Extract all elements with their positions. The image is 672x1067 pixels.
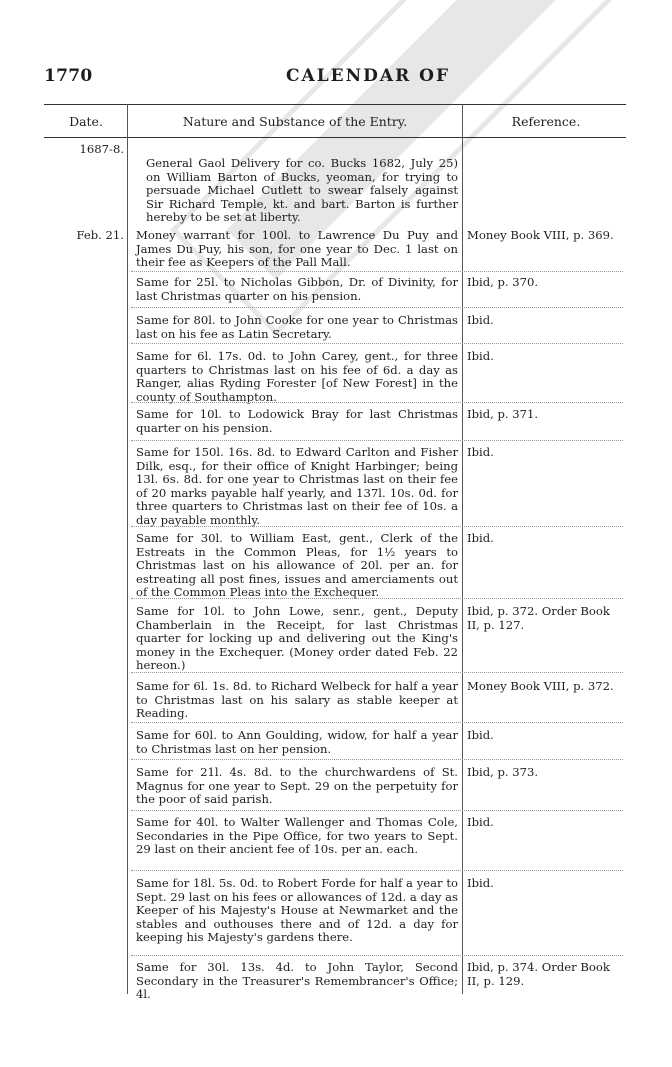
entry-date: 1687-8. [79,142,124,156]
entry-reference: Ibid. [467,313,494,327]
entry-text: Money warrant for 100l. to Lawrence Du Puy and James Du Puy, his son, for one year to Dec. 1 last on their fee as Keepers of the Pall Mall. [136,228,458,269]
page-number: 1770 [44,66,93,86]
entry-text: Same for 40l. to Walter Wallenger and Thomas Cole, Secondaries in the Pipe Office, for two years to Sept. 29 last on their ancient fee of 10s. per an. each. [136,815,458,856]
entry-text: Same for 18l. 5s. 0d. to Robert Forde for half a year to Sept. 29 last on his fees or allowances of 12d. a day as Keeper of his Majesty's House at Newmarket and the stables and outhouses there and of 12d. a day for keeping his Majesty's gardens there. [136,876,458,944]
entry-separator [131,343,623,344]
entry-text: Same for 30l. 13s. 4d. to John Taylor, Second Secondary in the Treasurer's Remembrancer's Office; 4l. [136,960,458,1001]
header-rule-top [44,104,626,105]
entry-reference: Ibid. [467,349,494,363]
header-rule-bottom [44,137,626,138]
entry-reference: Ibid, p. 372. Order Book II, p. 127. [467,604,610,632]
entry-separator [131,526,623,527]
entry-date: Feb. 21. [76,228,124,242]
column-divider-left [127,104,128,994]
entry-text: Same for 10l. to Lodowick Bray for last Christmas quarter on his pension. [136,407,458,435]
entry-reference: Ibid. [467,728,494,742]
entry-text: Same for 10l. to John Lowe, senr., gent., Deputy Chamberlain in the Receipt, for last Christmas quarter for locking up and delivering out the King's money in the Exchequer. (Money order dated Feb. 22 hereon.) [136,604,458,672]
entry-separator [131,672,623,673]
entry-text: Same for 30l. to William East, gent., Clerk of the Estreats in the Common Pleas, for 1½ years to Christmas last on his allowance of 20l. per an. for estreating all post fines, issues and amerciaments out of the Common Pleas into the Exchequer. [136,531,458,599]
entry-text: Same for 6l. 1s. 8d. to Richard Welbeck for half a year to Christmas last on his salary as stable keeper at Reading. [136,679,458,720]
column-divider-right [462,104,463,994]
entry-separator [131,307,623,308]
entry-text: General Gaol Delivery for co. Bucks 1682, July 25) on William Barton of Bucks, yeoman, for trying to persuade Michael Cutlett to swear falsely against Sir Richard Temple, kt. and bart. Barton is further hereby to be set at liberty. [146,156,458,224]
entry-text: Same for 60l. to Ann Goulding, widow, for half a year to Christmas last on her pension. [136,728,458,756]
entry-text: Same for 21l. 4s. 8d. to the churchwardens of St. Magnus for one year to Sept. 29 on the perpetuity for the poor of said parish. [136,765,458,806]
entry-separator [131,810,623,811]
entry-separator [131,955,623,956]
entry-reference: Ibid. [467,445,494,459]
entry-reference: Money Book VIII, p. 369. [467,228,614,242]
entry-reference: Ibid, p. 370. [467,275,539,289]
entry-reference: Money Book VIII, p. 372. [467,679,614,693]
entry-text: Same for 6l. 17s. 0d. to John Carey, gent., for three quarters to Christmas last on his fee of 6d. a day as Ranger, alias Ryding Forester [of New Forest] in the county of Southampton. [136,349,458,404]
column-header-reference: Reference. [511,114,581,129]
entry-separator [131,598,623,599]
column-header-nature: Nature and Substance of the Entry. [182,114,408,129]
entry-separator [131,722,623,723]
entry-separator [131,402,623,403]
column-header-date: Date. [69,114,103,129]
entry-reference: Ibid. [467,876,494,890]
entry-separator [131,271,623,272]
entry-reference: Ibid, p. 373. [467,765,539,779]
running-head: CALENDAR OF [286,66,451,86]
entry-reference: Ibid, p. 371. [467,407,539,421]
entry-separator [131,759,623,760]
entry-separator [131,870,623,871]
entry-reference: Ibid. [467,531,494,545]
entry-text: Same for 80l. to John Cooke for one year to Christmas last on his fee as Latin Secretary. [136,313,458,341]
entry-separator [131,440,623,441]
entry-text: Same for 25l. to Nicholas Gibbon, Dr. of Divinity, for last Christmas quarter on his pension. [136,275,458,303]
entry-text: Same for 150l. 16s. 8d. to Edward Carlton and Fisher Dilk, esq., for their office of Knight Harbinger; being 13l. 6s. 8d. for one year to Christmas last on their fee of 20 marks payable half yearly, and 137l. 10s. 0d. for three quarters to Christmas last on their fee of 10s. a day payable monthly. [136,445,458,527]
entry-reference: Ibid, p. 374. Order Book II, p. 129. [467,960,610,988]
entry-reference: Ibid. [467,815,494,829]
